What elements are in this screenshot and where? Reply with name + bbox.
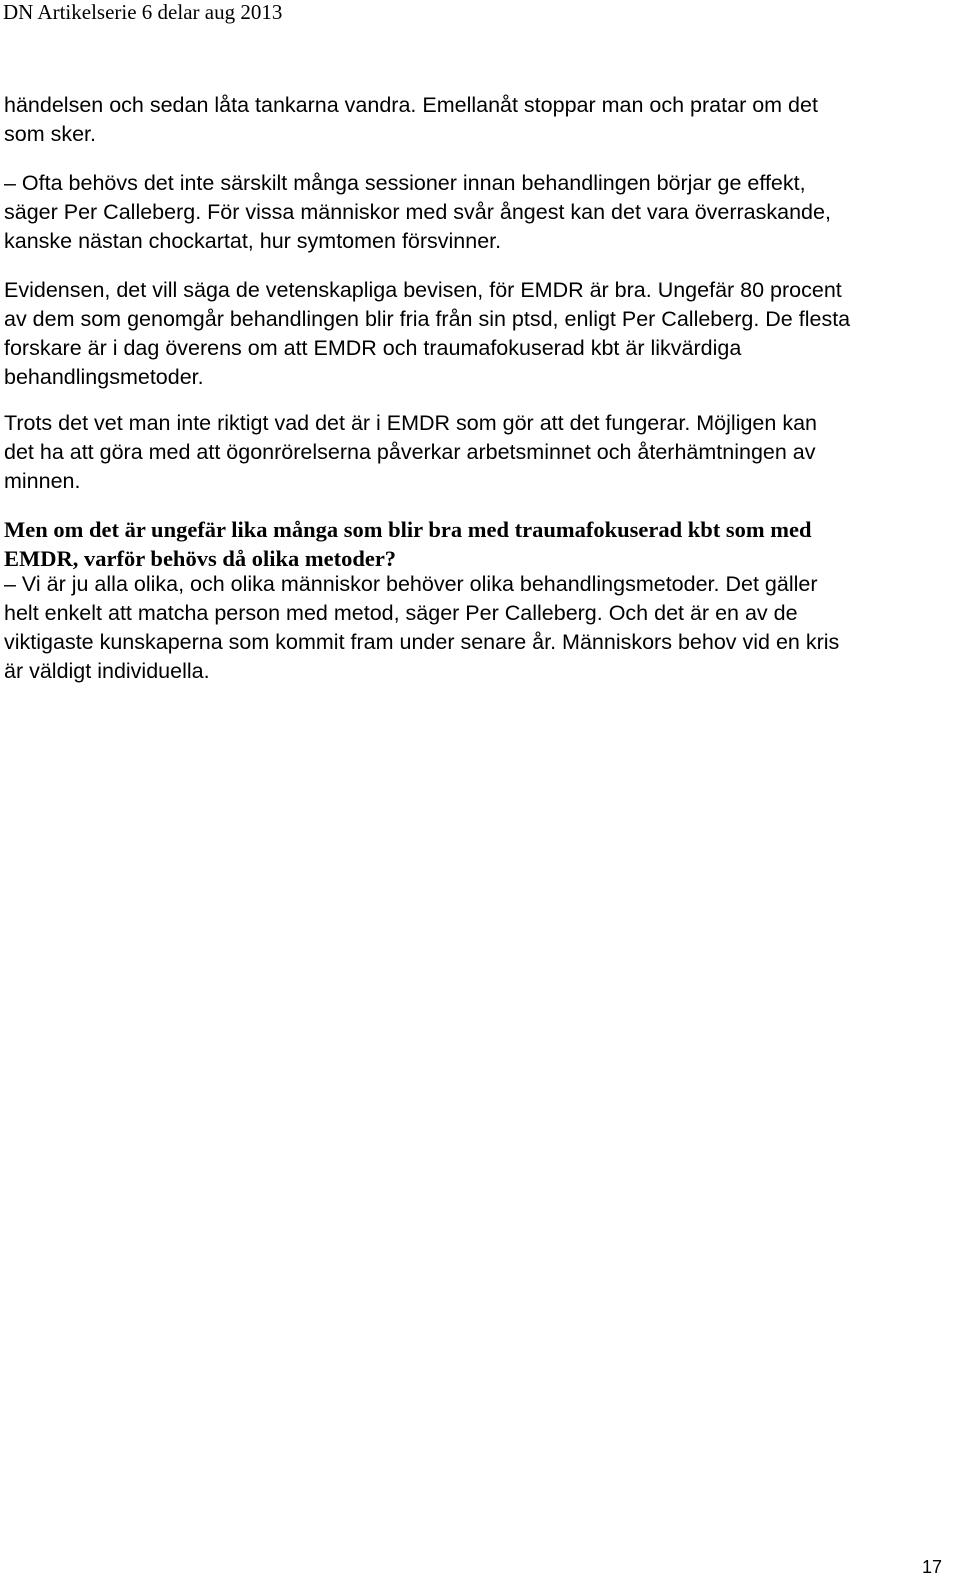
interview-answer	[4, 570, 954, 686]
paragraph-line: behandlingsmetoder.	[4, 365, 204, 389]
interview-question	[4, 515, 954, 573]
paragraph-line: – Ofta behövs det inte särskilt många sessioner innan behandlingen börjar ge effekt,	[4, 171, 806, 195]
answer-line: helt enkelt att matcha person med metod, säger Per Calleberg. Och det är en av de	[4, 601, 798, 625]
paragraph-line: det ha att göra med att ögonrörelserna påverkar arbetsminnet och återhämtningen av	[4, 440, 816, 464]
paragraph-2	[4, 169, 954, 256]
answer-line: viktigaste kunskaperna som kommit fram under senare år. Människors behov vid en kris	[4, 630, 840, 654]
question-line: Men om det är ungefär lika många som blir bra med traumafokuserad kbt som med	[4, 517, 812, 542]
paragraph-line: som sker.	[4, 122, 96, 146]
paragraph-line: kanske nästan chockartat, hur symtomen försvinner.	[4, 229, 502, 253]
page-number: 17	[921, 1557, 942, 1577]
answer-line: är väldigt individuella.	[4, 659, 210, 683]
paragraph-line: säger Per Calleberg. För vissa människor med svår ångest kan det vara överraskande,	[4, 200, 831, 224]
paragraph-3	[4, 276, 954, 392]
document-header-title: DN Artikelserie 6 delar aug 2013	[3, 0, 283, 24]
question-line: EMDR, varför behövs då olika metoder?	[4, 546, 397, 571]
paragraph-1	[4, 91, 954, 149]
paragraph-line: Trots det vet man inte riktigt vad det är i EMDR som gör att det fungerar. Möjligen kan	[4, 411, 817, 435]
answer-line: – Vi är ju alla olika, och olika människor behöver olika behandlingsmetoder. Det gäller	[4, 572, 818, 596]
paragraph-line: minnen.	[4, 469, 81, 493]
paragraph-line: av dem som genomgår behandlingen blir fria från sin ptsd, enligt Per Calleberg. De flesta	[4, 307, 851, 331]
paragraph-line: forskare är i dag överens om att EMDR och traumafokuserad kbt är likvärdiga	[4, 336, 742, 360]
paragraph-line: Evidensen, det vill säga de vetenskapliga bevisen, för EMDR är bra. Ungefär 80 procent	[4, 278, 842, 302]
paragraph-line: händelsen och sedan låta tankarna vandra. Emellanåt stoppar man och pratar om det	[4, 93, 818, 117]
paragraph-4	[4, 409, 954, 496]
